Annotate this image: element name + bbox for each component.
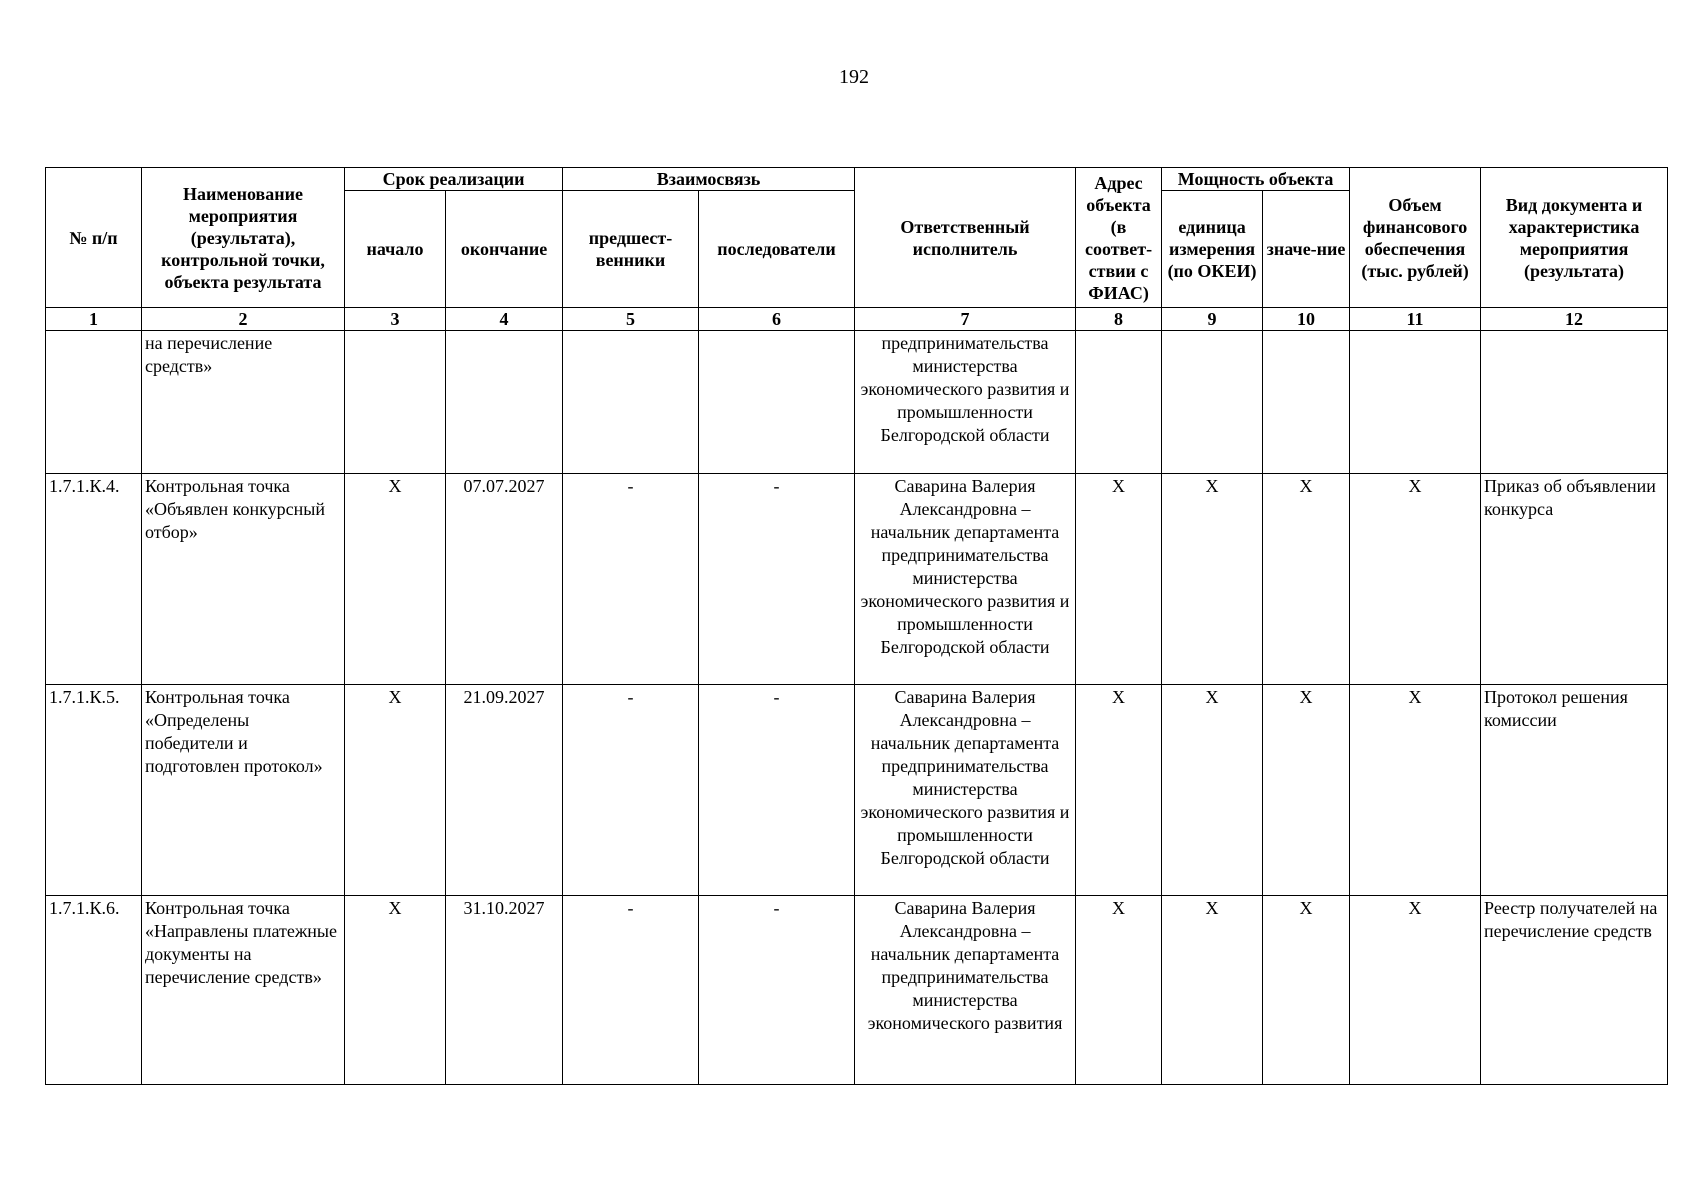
cell-name: Контрольная точка «Определены победители и подготовлен протокол» [142,685,345,896]
table-row [46,685,1668,896]
cell-finance: X [1350,685,1481,896]
cell-finance: X [1350,896,1481,1085]
cell-prev: - [563,685,699,896]
cell-responsible: Саварина Валерия Александровна – начальник департамента предпринимательства министерства экономического развития [855,896,1076,1085]
cell-name: на перечисление средств» [142,331,345,474]
header-doc-type: Вид документа и характеристика мероприятия (результата) [1481,168,1668,308]
table-row [46,331,1668,474]
header-term-group: Срок реализации [345,168,563,191]
header-link-prev: предшест-венники [563,191,699,308]
cell-name: Контрольная точка «Направлены платежные документы на перечисление средств» [142,896,345,1085]
cell-address: X [1076,896,1162,1085]
cell-unit: X [1162,474,1263,685]
column-number: 9 [1162,308,1263,331]
cell-address: X [1076,474,1162,685]
cell-responsible: предпринимательства министерства экономического развития и промышленности Белгородской области [855,331,1076,474]
cell-next: - [699,896,855,1085]
header-term-start: начало [345,191,446,308]
header-address: Адрес объекта (в соответ-ствии с ФИАС) [1076,168,1162,308]
cell-end: 21.09.2027 [446,685,563,896]
cell-address: X [1076,685,1162,896]
cell-doc: Протокол решения комиссии [1481,685,1668,896]
header-link-next: последователи [699,191,855,308]
header-capacity-unit: единица измерения (по ОКЕИ) [1162,191,1263,308]
column-number: 3 [345,308,446,331]
column-number: 11 [1350,308,1481,331]
table-row [46,474,1668,685]
cell-next [699,331,855,474]
cell-prev: - [563,474,699,685]
header-responsible: Ответственный исполнитель [855,168,1076,308]
cell-start: X [345,685,446,896]
cell-next: - [699,474,855,685]
header-capacity-group: Мощность объекта [1162,168,1350,191]
column-number: 2 [142,308,345,331]
header-term-end: окончание [446,191,563,308]
column-number: 6 [699,308,855,331]
cell-num: 1.7.1.К.6. [46,896,142,1085]
cell-end: 07.07.2027 [446,474,563,685]
cell-end: 31.10.2027 [446,896,563,1085]
cell-value: X [1263,896,1350,1085]
cell-value [1263,331,1350,474]
column-number: 4 [446,308,563,331]
cell-num [46,331,142,474]
cell-unit: X [1162,896,1263,1085]
header-finance: Объем финансового обеспечения (тыс. рублей) [1350,168,1481,308]
cell-doc: Приказ об объявлении конкурса [1481,474,1668,685]
column-number: 7 [855,308,1076,331]
cell-value: X [1263,685,1350,896]
column-number: 1 [46,308,142,331]
page-number: 192 [839,66,869,88]
cell-start [345,331,446,474]
cell-address [1076,331,1162,474]
cell-value: X [1263,474,1350,685]
header-num: № п/п [46,168,142,308]
plan-table [45,167,1668,1085]
cell-next: - [699,685,855,896]
cell-finance: X [1350,474,1481,685]
cell-finance [1350,331,1481,474]
cell-end [446,331,563,474]
cell-doc: Реестр получателей на перечисление средств [1481,896,1668,1085]
column-number: 10 [1263,308,1350,331]
cell-unit: X [1162,685,1263,896]
column-number: 5 [563,308,699,331]
cell-start: X [345,474,446,685]
column-number: 12 [1481,308,1668,331]
header-capacity-value: значе-ние [1263,191,1350,308]
cell-prev: - [563,896,699,1085]
cell-unit [1162,331,1263,474]
cell-responsible: Саварина Валерия Александровна – начальник департамента предпринимательства министерства экономического развития и промышленности Белгородской области [855,474,1076,685]
header-link-group: Взаимосвязь [563,168,855,191]
cell-name: Контрольная точка «Объявлен конкурсный отбор» [142,474,345,685]
column-number: 8 [1076,308,1162,331]
cell-start: X [345,896,446,1085]
cell-num: 1.7.1.К.4. [46,474,142,685]
cell-doc [1481,331,1668,474]
cell-num: 1.7.1.К.5. [46,685,142,896]
table-row [46,896,1668,1085]
cell-responsible: Саварина Валерия Александровна – начальник департамента предпринимательства министерства экономического развития и промышленности Белгородской области [855,685,1076,896]
cell-prev [563,331,699,474]
header-name: Наименование мероприятия (результата), контрольной точки, объекта результата [142,168,345,308]
